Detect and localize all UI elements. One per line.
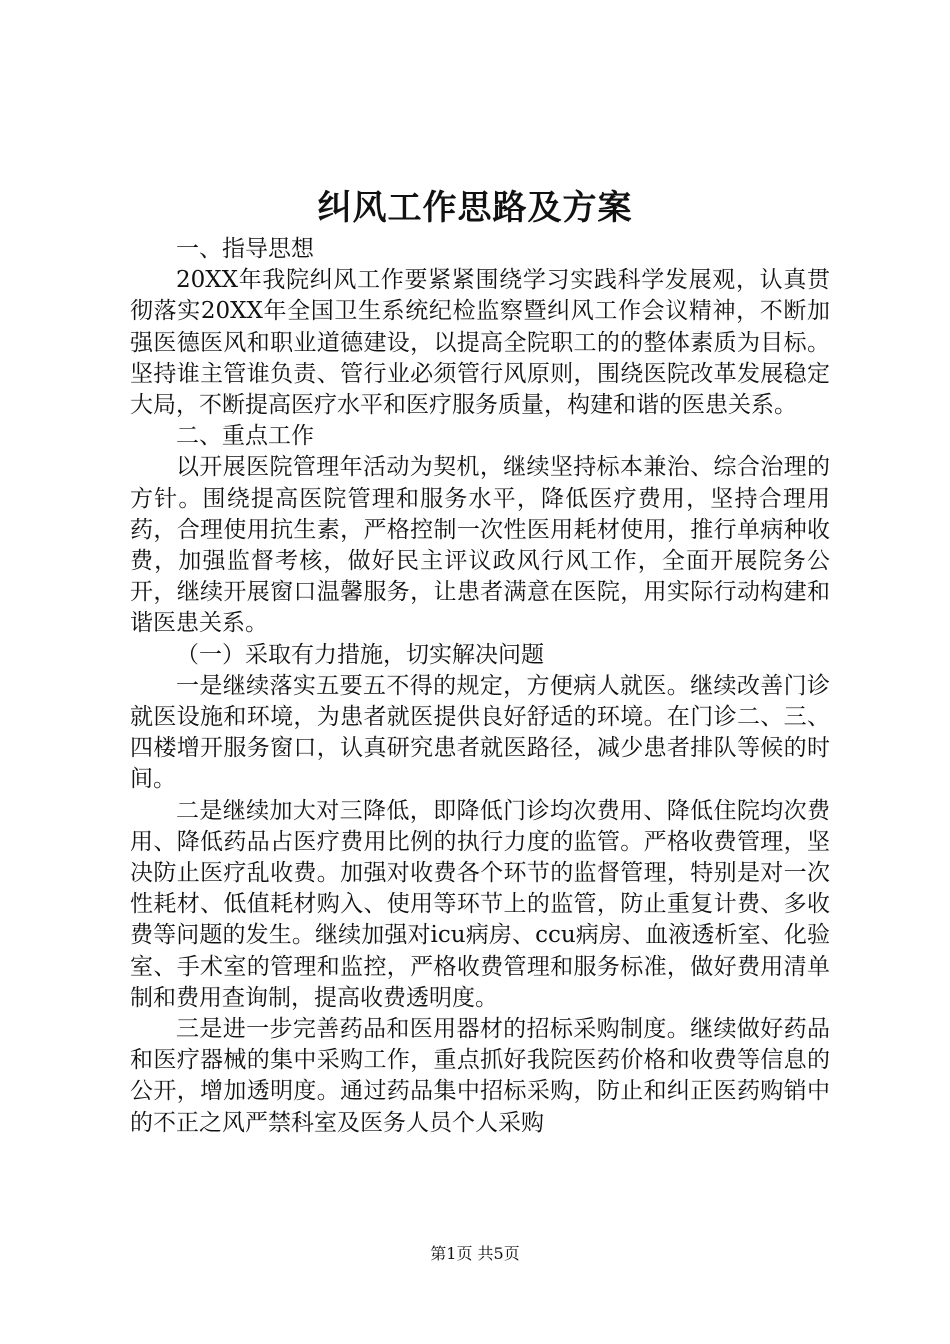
section-heading: 一、指导思想	[176, 236, 314, 262]
paragraph: 二是继续加大对三降低，即降低门诊均次费用、降低住院均次费用、降低药品占医疗费用比例的执行力度的监管。严格收费管理，坚决防止医疗乱收费。加强对收费各个环节的监督管理，特别是对一次性耗材、低值耗材购入、使用等环节上的监管，防止重复计费、多收费等问题的发生。继续加强对icu病房、ccu病房、血液透析室、化验室、手术室的管理和监控，严格收费管理和服务标准，做好费用清单制和费用查询制，提高收费透明度。	[130, 797, 830, 1011]
section-heading: 二、重点工作	[176, 423, 314, 450]
page-footer: 第1页 共5页	[430, 1244, 520, 1263]
paragraph: 三是进一步完善药品和医用器材的招标采购制度。继续做好药品和医疗器械的集中采购工作，重点抓好我院医药价格和收费等信息的公开，增加透明度。通过药品集中招标采购，防止和纠正医药购销中的不正之风严禁科室及医务人员个人采购	[130, 1016, 830, 1136]
paragraph: 一是继续落实五要五不得的规定，方便病人就医。继续改善门诊就医设施和环境，为患者就医提供良好舒适的环境。在门诊二、三、四楼增开服务窗口，认真研究患者就医路径，减少患者排队等候的时间。	[130, 672, 830, 793]
document-body	[130, 234, 830, 1139]
paragraph: 20XX年我院纠风工作要紧紧围绕学习实践科学发展观，认真贯彻落实20XX年全国卫生系统纪检监察暨纠风工作会议精神，不断加强医德医风和职业道德建设，以提高全院职工的的整体素质为目标。坚持谁主管谁负责、管行业必须管行风原则，围绕医院改革发展稳定大局，不断提高医疗水平和医疗服务质量，构建和谐的医患关系。	[130, 267, 830, 419]
subsection-heading: （一）采取有力措施，切实解决问题	[176, 641, 544, 668]
document-title: 纠风工作思路及方案	[317, 188, 633, 228]
paragraph: 以开展医院管理年活动为契机，继续坚持标本兼治、综合治理的方针。围绕提高医院管理和服务水平，降低医疗费用，坚持合理用药，合理使用抗生素，严格控制一次性医用耗材使用，推行单病种收费，加强监督考核，做好民主评议政风行风工作，全面开展院务公开，继续开展窗口温馨服务，让患者满意在医院，用实际行动构建和谐医患关系。	[130, 454, 830, 637]
